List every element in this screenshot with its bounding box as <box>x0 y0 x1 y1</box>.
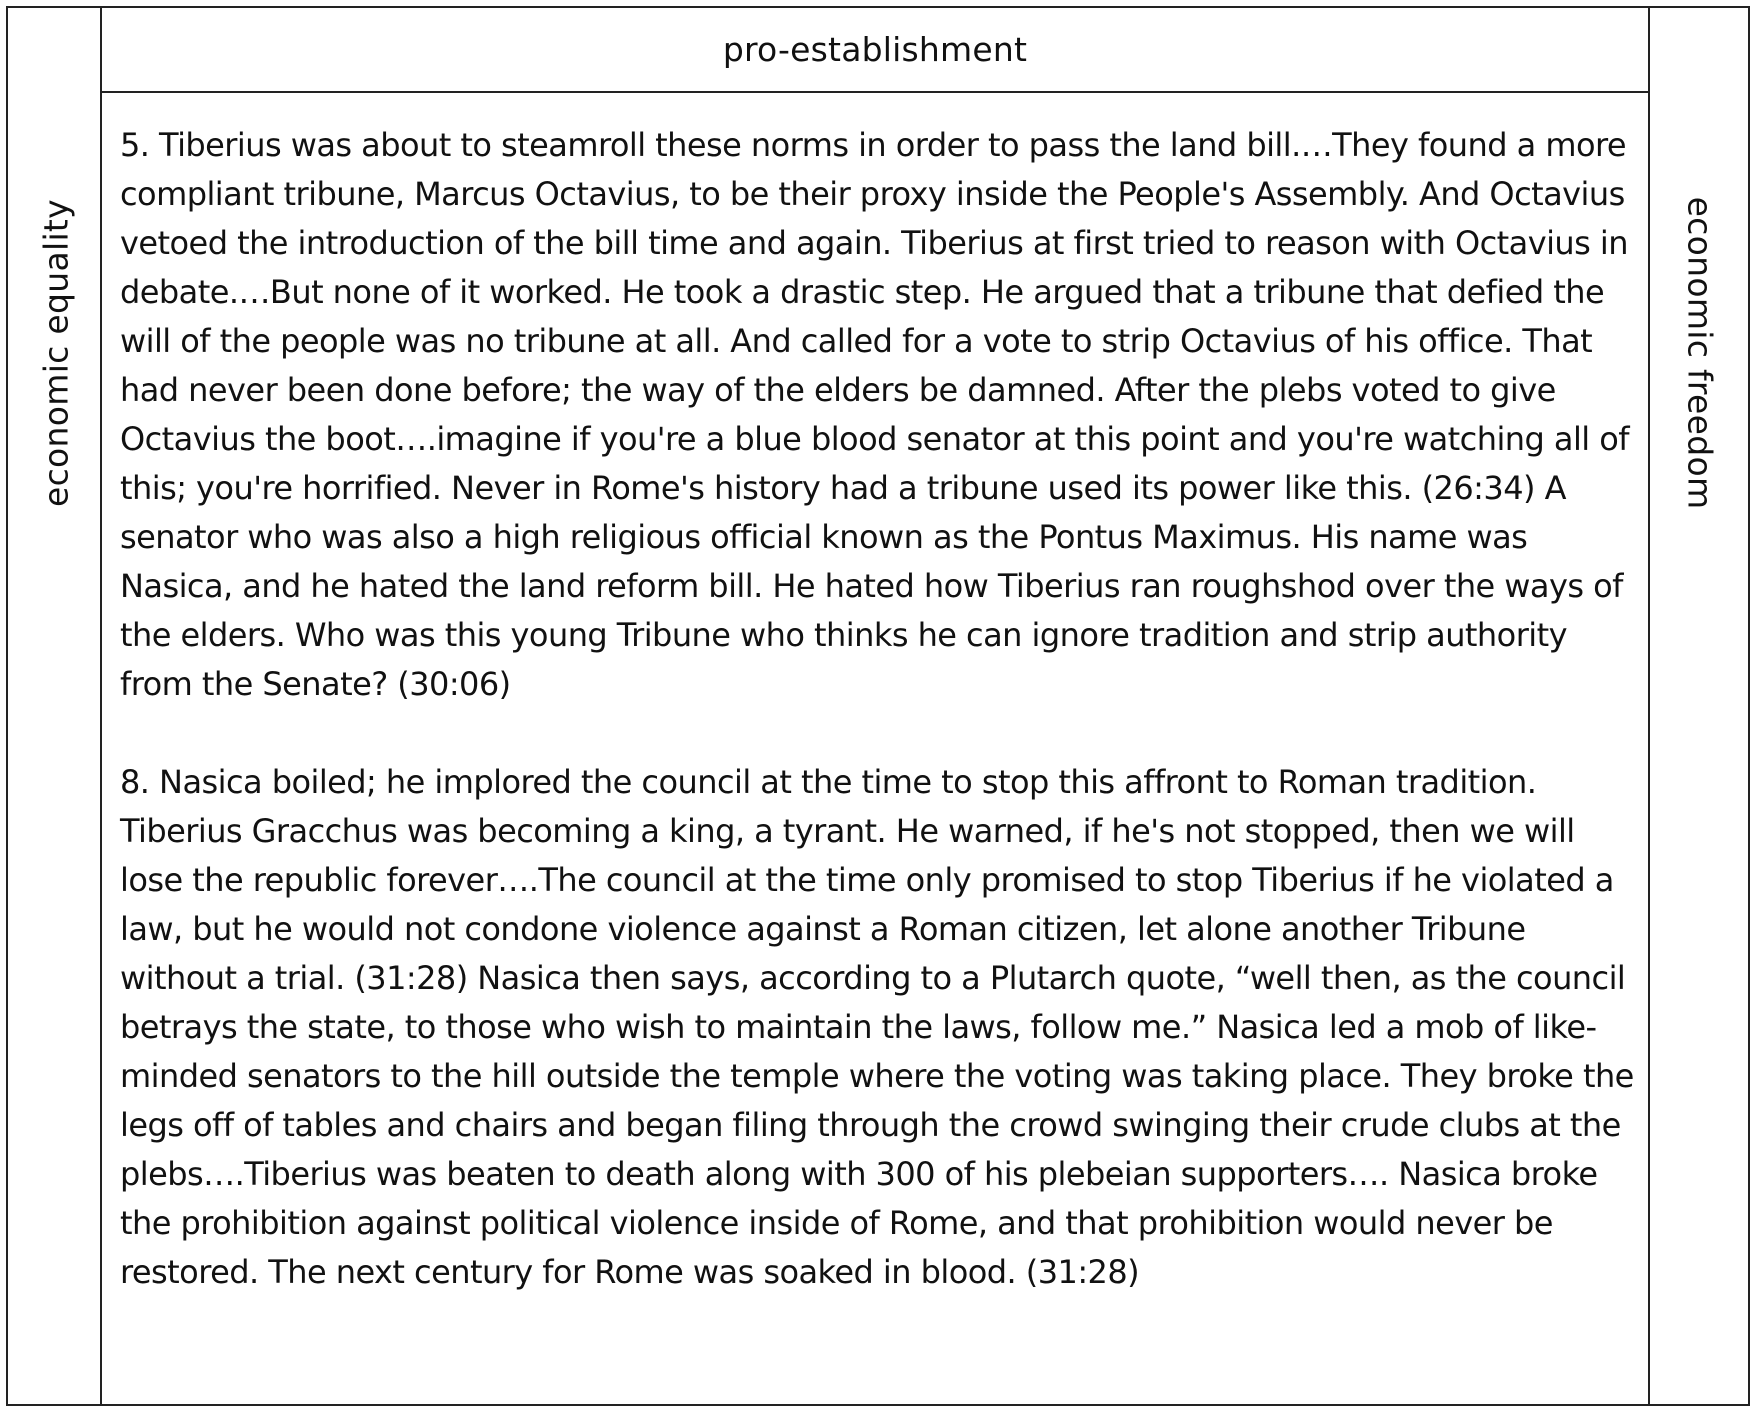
right-axis-label: economic freedom <box>1680 196 1720 510</box>
right-column <box>1648 8 1748 1404</box>
header-cell <box>102 8 1648 93</box>
middle-column <box>102 8 1648 1404</box>
paragraph-8: 8. Nasica boiled; he implored the council at the time to stop this affront to Roman tradition. Tiberius Gracchus was becoming a king, a tyrant. He warned, if he's not stopped, then we will lose the republic forever….The council at the time only promised to stop Tiberius if he violated a law, but he would not condone violence against a Roman citizen, let alone another Tribune without a trial. (31:28) Nasica then says, according to a Plutarch quote, “well then, as the council betrays the state, to those who wish to maintain the laws, follow me.” Nasica led a mob of like-minded senators to the hill outside the temple where the voting was taking place. They broke the legs off of tables and chairs and began filing through the crowd swinging their crude clubs at the plebs….Tiberius was beaten to death along with 300 of his plebeian supporters…. Nasica broke the prohibition against political violence inside of Rome, and that prohibition would never be restored. The next century for Rome was soaked in blood. (31:28) <box>120 763 1634 1291</box>
left-column <box>8 8 102 1404</box>
paragraph-5: 5. Tiberius was about to steamroll these norms in order to pass the land bill.…They found a more compliant tribune, Marcus Octavius, to be their proxy inside the People's Assembly. And Octavius vetoed the introduction of the bill time and again. Tiberius at first tried to reason with Octavius in debate.…But none of it worked. He took a drastic step. He argued that a tribune that defied the will of the people was no tribune at all. And called for a vote to strip Octavius of his office. That had never been done before; the way of the elders be damned. After the plebs voted to give Octavius the boot….imagine if you're a blue blood senator at this point and you're watching all of this; you're horrified. Never in Rome's history had a tribune used its power like this. (26:34) A senator who was also a high religious official known as the Pontus Maximus. His name was Nasica, and he hated the land reform bill. He hated how Tiberius ran roughshod over the ways of the elders. Who was this young Tribune who thinks he can ignore tradition and strip authority from the Senate? (30:06) <box>120 126 1630 703</box>
header-label: pro-establishment <box>722 30 1028 69</box>
body-cell <box>102 93 1648 1404</box>
left-axis-label: economic equality <box>36 199 76 507</box>
document-table <box>6 6 1750 1406</box>
